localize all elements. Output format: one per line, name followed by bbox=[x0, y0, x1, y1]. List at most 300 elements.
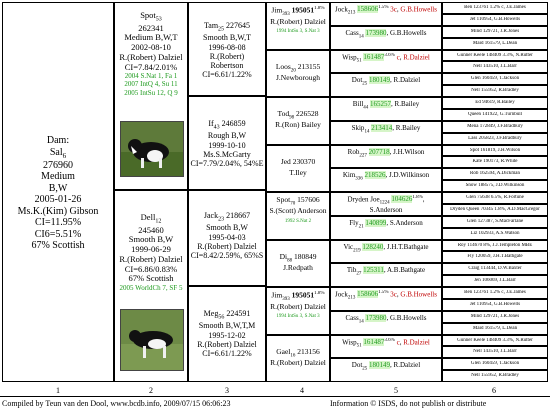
ancestor-reg: 195051 bbox=[291, 6, 315, 15]
ancestor-pct: 1.8% bbox=[314, 6, 325, 11]
text-line bbox=[189, 21, 265, 79]
ancestor-reg: 125311 bbox=[363, 266, 384, 275]
col-number-6: 6 bbox=[492, 386, 496, 395]
text-line: Cass$_{14}$ 173980, G.B.Howells bbox=[345, 28, 427, 40]
footer-compiled-by: Compiled by Teun van den Dool, www.bcdb.info, 2009/07/15 06:06:23 bbox=[2, 399, 231, 408]
dam-info bbox=[3, 135, 113, 252]
ancestor-info bbox=[443, 17, 547, 22]
ancestor-box-col4 bbox=[266, 192, 330, 240]
ancestor-tag: 3c bbox=[390, 5, 397, 14]
jack-name: Jack$_{23}$ 218667 bbox=[203, 211, 251, 223]
text-line: 227645 bbox=[226, 21, 251, 30]
ancestor-reg: 213414 bbox=[371, 123, 393, 132]
dell-box bbox=[114, 190, 188, 382]
ancestor-text: Jet 110954, G.B.Howells bbox=[469, 301, 521, 307]
dell-breeder: R.(Robert) Dalziel bbox=[119, 253, 183, 264]
dam-name: Sal$_6$ bbox=[49, 146, 67, 160]
ancestor-breeder: T.Iley bbox=[289, 167, 307, 177]
ancestor-breeder: R.Dalziel bbox=[393, 361, 421, 370]
ancestor-sub: 51 bbox=[356, 58, 362, 64]
dog-photo-dell bbox=[120, 309, 184, 371]
ancestor-award: 1994 IntSu 3, S.Nat 3 bbox=[276, 29, 320, 35]
ancestor-reg: 157606 bbox=[297, 196, 320, 204]
ancestor-text: Kate 190173, R.White bbox=[472, 159, 518, 165]
ancestor-info bbox=[331, 171, 441, 182]
ancestor-breeder: G.B.Howells bbox=[389, 28, 427, 37]
ancestor-name: Dryden Joe bbox=[347, 195, 380, 204]
ancestor-info bbox=[331, 361, 441, 372]
ancestor-pct: 1.5% bbox=[378, 5, 389, 10]
text-line: Jack bbox=[203, 211, 219, 220]
ancestor-sub: 213 bbox=[347, 10, 356, 16]
sire-award-3: 2005 IntSu 12, Q 9 bbox=[124, 88, 178, 97]
dam-ci6: CI6=5.51% bbox=[34, 228, 82, 240]
text-line bbox=[267, 74, 329, 83]
ancestor-box-col5 bbox=[330, 192, 442, 216]
ancestor-sub: 70 bbox=[290, 201, 296, 207]
ancestor-name: Tod bbox=[277, 110, 290, 118]
ancestor-info bbox=[443, 124, 547, 129]
ancestor-info bbox=[267, 6, 329, 35]
ancestor-name: Jim bbox=[271, 291, 283, 300]
ancestor-box-col4 bbox=[266, 50, 330, 98]
ancestor-info bbox=[331, 29, 441, 40]
ancestor-breeder: R.Dalziel bbox=[403, 337, 430, 346]
meg-dob: 1995-12-02 bbox=[208, 330, 246, 340]
text-line: Jock$_{213}$ $158606^{1.5\%}$ 3c, G.B.Howells bbox=[335, 290, 437, 301]
ancestor-name: Jock bbox=[335, 5, 348, 14]
ancestor-reg: 207718 bbox=[368, 147, 390, 156]
meg-coat: Smooth B,W,T,M bbox=[198, 321, 256, 331]
ancestor-box-col5 bbox=[330, 50, 442, 74]
ancestor-text: Roy 114670 8%, J.J.Templeton MBE bbox=[457, 242, 533, 248]
ancestor-breeder: R.(Robert) Dalziel bbox=[270, 16, 326, 26]
ancestor-text: Ben 123761 1.2% c, J.E.James bbox=[464, 290, 526, 295]
dell-name: Dell$_{12}$ bbox=[140, 213, 162, 225]
ancestor-info bbox=[443, 112, 547, 117]
ancestor-box-col6 bbox=[442, 73, 548, 85]
sire-breeder: R.(Robert) Dalziel bbox=[119, 51, 183, 62]
ancestor-info bbox=[267, 253, 329, 273]
ancestor-pct: 3.6% bbox=[384, 337, 395, 343]
text-line: Dryden Joe$_{1224}$ $104626^{1.8\%}$, S.Anderson bbox=[347, 195, 425, 215]
ancestor-info bbox=[443, 5, 547, 10]
text-line bbox=[267, 216, 329, 225]
ancestor-breeder: A.B.Bathgate bbox=[387, 266, 426, 275]
ancestor-text: Spot 161819, J.H.Wilson bbox=[469, 147, 521, 153]
tam-ci: CI=6.61/1.22% bbox=[202, 70, 252, 80]
ancestor-name: Cass bbox=[345, 28, 359, 37]
ancestor-info bbox=[443, 243, 547, 248]
ancestor-text: Mind 129721, J.R.Jones bbox=[470, 313, 520, 319]
ancestor-breeder: G.B.Howells bbox=[400, 5, 437, 14]
ancestor-box-col6 bbox=[442, 38, 548, 50]
ancestor-box-col6 bbox=[442, 228, 548, 240]
dam-coat: Medium bbox=[41, 171, 75, 183]
ancestor-reg: 161487 bbox=[363, 52, 385, 61]
ancestor-breeder: R.Bailey bbox=[395, 123, 421, 132]
ancestor-text: Jet 110954, G.B.Howells bbox=[469, 16, 521, 22]
dell-info bbox=[115, 213, 187, 292]
tam-box bbox=[188, 2, 266, 96]
ancestor-info bbox=[331, 243, 441, 254]
ancestor-info bbox=[443, 314, 547, 319]
ancestor-pct: 1.5% bbox=[378, 290, 389, 295]
text-line bbox=[267, 207, 329, 216]
text-line: Wisp$_{51}$ $161487^{3.6\%}$ c, R.Dalziel bbox=[342, 337, 430, 349]
sire-reg: 262341 bbox=[138, 22, 164, 33]
ancestor-text: Mena 172849, J.F.Bradbury bbox=[467, 123, 523, 129]
ancestor-text: Nell 143510, J.L.Barr bbox=[473, 349, 517, 355]
ancestor-box-col6 bbox=[442, 358, 548, 370]
ancestor-box-col6 bbox=[442, 121, 548, 133]
ancestor-name: Vic bbox=[343, 242, 354, 251]
ancestor-text: Queen 141922, G.Turnbull bbox=[468, 111, 522, 117]
text-line bbox=[267, 264, 329, 273]
ancestor-tag: c bbox=[396, 52, 400, 61]
ancestor-text: Rob 162594, A.Dickman bbox=[470, 171, 520, 177]
ancestor-box-col4 bbox=[266, 335, 330, 383]
ancestor-breeder: J.Newborough bbox=[276, 72, 320, 82]
ancestor-text: Jen 106069, J.L.Barr bbox=[474, 278, 516, 284]
ancestor-box-col5 bbox=[330, 335, 442, 359]
ancestor-info bbox=[331, 290, 441, 301]
ancestor-box-col5 bbox=[330, 240, 442, 264]
ancestor-name: Spot bbox=[276, 196, 291, 204]
ancestor-breeder: R.Bailey bbox=[394, 100, 420, 108]
ancestor-reg: 180149 bbox=[369, 76, 391, 85]
meg-breeder: R.(Robert) Dalziel bbox=[197, 339, 257, 349]
text-line: 224591 bbox=[226, 309, 251, 318]
text-line bbox=[267, 121, 329, 130]
ancestor-info bbox=[443, 231, 547, 236]
ancestor-box-col6 bbox=[442, 109, 548, 121]
sire-dob: 2002-08-10 bbox=[131, 42, 171, 53]
ancestor-reg: 128240 bbox=[362, 242, 384, 251]
tam-breeder2: Robertson bbox=[210, 61, 244, 71]
ancestor-box-col6 bbox=[442, 192, 548, 204]
text-line: 246859 bbox=[221, 119, 246, 128]
ancestor-info bbox=[443, 53, 547, 58]
text-line: Fly$_{21}$ 140899, S.Anderson bbox=[349, 218, 423, 230]
dam-box bbox=[2, 2, 114, 382]
ancestor-text: Maid 161579, L.Dean bbox=[472, 40, 518, 46]
ancestor-box-col6 bbox=[442, 26, 548, 38]
col-number-3: 3 bbox=[225, 386, 229, 395]
ancestor-box-col4 bbox=[266, 240, 330, 288]
col-number-2: 2 bbox=[149, 386, 153, 395]
ancestor-sub: 20 bbox=[290, 68, 296, 73]
ancestor-text: Liz 102933, A.S.Watson bbox=[470, 230, 520, 236]
ancestor-tag: 3c bbox=[390, 290, 397, 299]
text-line: Kim$_{336}$ 218526, J.D.Wilkinson bbox=[342, 171, 430, 182]
ancestor-name: Wisp bbox=[342, 52, 357, 61]
ancestor-box-col6 bbox=[442, 204, 548, 216]
ancestor-reg: 213156 bbox=[297, 347, 320, 356]
text-line: Dot$_{25}$ 180149, R.Dalziel bbox=[351, 361, 421, 372]
text-line: Jock$_{213}$ $158606^{1.5\%}$ 3c, G.B.Howells bbox=[335, 5, 437, 16]
text-line: Bill$_{44}$ 165257, R.Bailey bbox=[352, 100, 420, 111]
ancestor-sub: 88 bbox=[287, 258, 293, 263]
ancestor-reg: 165257 bbox=[370, 100, 392, 108]
ancestor-text: Nell 155952, R.Bradley bbox=[471, 88, 519, 94]
ancestor-breeder: R.(Robert) Dalziel bbox=[270, 301, 326, 311]
text-line bbox=[189, 211, 265, 260]
tam-dob: 1996-08-08 bbox=[208, 42, 246, 52]
ancestor-info bbox=[331, 148, 441, 159]
ancestor-box-col6 bbox=[442, 240, 548, 252]
ancestor-box-col5 bbox=[330, 121, 442, 145]
ancestor-box-col6 bbox=[442, 2, 548, 14]
ancestor-info bbox=[443, 219, 547, 224]
ancestor-box-col6 bbox=[442, 346, 548, 358]
ancestor-text: Glen 160459, T.Jackson bbox=[470, 76, 520, 82]
tam-breeder: R.(Robert) bbox=[209, 51, 245, 61]
sire-ci: CI=7.84/2.01% bbox=[124, 61, 178, 72]
ancestor-box-col6 bbox=[442, 311, 548, 323]
ancestor-reg: 161487 bbox=[363, 337, 385, 346]
dam-label: Dam: bbox=[46, 135, 70, 146]
ancestor-name: Dot bbox=[351, 361, 363, 370]
ancestor-info bbox=[331, 53, 441, 64]
ancestor-text: Snow 188575, J.D.Wilkinson bbox=[465, 183, 525, 189]
ancestor-pct: 3.6% bbox=[384, 52, 395, 58]
ancestor-box-col6 bbox=[442, 287, 548, 299]
ancestor-box-col4 bbox=[266, 145, 330, 193]
ancestor-sub: 213 bbox=[347, 295, 356, 301]
ancestor-sub: 14 bbox=[358, 34, 364, 40]
ancestor-info bbox=[267, 158, 329, 178]
ancestor-box-col6 bbox=[442, 216, 548, 228]
text-line: Meg bbox=[203, 309, 219, 318]
ancestor-name: Jed bbox=[280, 157, 291, 166]
ancestor-info bbox=[443, 159, 547, 164]
ancestor-box-col5 bbox=[330, 145, 442, 169]
ancestor-sub: 98 bbox=[289, 115, 295, 121]
ancestor-sub: 25 bbox=[362, 81, 368, 87]
meg-box bbox=[188, 286, 266, 382]
ancestor-sub: 227 bbox=[359, 152, 367, 158]
dell-scottish: 67% Scottish bbox=[128, 273, 174, 284]
ancestor-box-col6 bbox=[442, 323, 548, 335]
text-line: 218667 bbox=[226, 211, 251, 220]
ancestor-info bbox=[443, 76, 547, 81]
ancestor-text: Nell 143510, J.L.Barr bbox=[473, 64, 517, 70]
ancestor-name: Gael bbox=[276, 347, 291, 356]
ancestor-name: Skip bbox=[351, 123, 365, 132]
dog-photo-spot bbox=[120, 121, 184, 177]
dell-coat: Smooth B,W bbox=[128, 234, 174, 245]
ancestor-box-col5 bbox=[330, 216, 442, 240]
ancestor-reg: 140899 bbox=[365, 218, 387, 227]
text-line bbox=[267, 18, 329, 27]
ancestor-breeder: S.(Scott) Anderson bbox=[269, 206, 327, 216]
dam-ci: CI=11.95% bbox=[34, 217, 82, 229]
ancestor-box-col5 bbox=[330, 73, 442, 97]
text-line bbox=[267, 26, 329, 35]
ancestor-box-col6 bbox=[442, 335, 548, 347]
text-line bbox=[189, 309, 265, 358]
ancestor-box-col6 bbox=[442, 168, 548, 180]
ancestor-info bbox=[331, 76, 441, 87]
ancestor-text: Mind 129721, J.R.Jones bbox=[470, 28, 520, 34]
ancestor-info bbox=[331, 219, 441, 230]
ancestor-text: Fly 120059, J.H.T.Bathgate bbox=[467, 254, 523, 260]
if-dob: 1999-10-10 bbox=[208, 140, 246, 150]
ancestor-text: Dryden Queen 70345 1.8%, A.D.MacGregor bbox=[450, 206, 540, 212]
ancestor-reg: 230370 bbox=[292, 157, 316, 166]
ancestor-info bbox=[443, 266, 547, 271]
if-ci: CI=7.79/2.04%, 54%E bbox=[190, 159, 264, 169]
ancestor-breeder: J.Redpath bbox=[283, 262, 313, 272]
ancestor-text: Gunner Keele 148409 3.3%, N.Rutter bbox=[457, 337, 533, 343]
ancestor-reg: 173980 bbox=[365, 28, 387, 37]
ancestor-info bbox=[267, 196, 329, 225]
ancestor-info bbox=[267, 110, 329, 130]
ancestor-reg: 173980 bbox=[365, 313, 387, 322]
ancestor-sub: 14 bbox=[364, 129, 370, 135]
ancestor-breeder: G.B.Howells bbox=[400, 290, 437, 299]
ancestor-breeder: R.Dalziel bbox=[403, 52, 430, 61]
ancestor-info bbox=[443, 278, 547, 283]
dam-scottish: 67% Scottish bbox=[31, 240, 85, 252]
ancestor-box-col4 bbox=[266, 287, 330, 335]
ancestor-name: Bill bbox=[352, 100, 364, 108]
jack-dob: 1995-04-03 bbox=[208, 232, 246, 242]
ancestor-breeder: R.(Ron) Bailey bbox=[275, 120, 321, 130]
sire-info bbox=[115, 11, 187, 97]
dell-reg: 245460 bbox=[138, 224, 164, 235]
ancestor-info bbox=[331, 314, 441, 325]
ancestor-sub: 393 bbox=[282, 12, 290, 17]
ancestor-info bbox=[443, 361, 547, 366]
ancestor-breeder: S.Anderson bbox=[389, 218, 423, 227]
ancestor-box-col5 bbox=[330, 168, 442, 192]
ancestor-info bbox=[331, 195, 441, 215]
sire-name: Spot$_{53}$ bbox=[140, 11, 162, 23]
ancestor-box-col6 bbox=[442, 156, 548, 168]
ancestor-box-col6 bbox=[442, 370, 548, 382]
col-number-1: 1 bbox=[56, 386, 60, 395]
ancestor-award: 1992 S.Nat 2 bbox=[284, 218, 312, 224]
ancestor-box-col5 bbox=[330, 26, 442, 50]
text-line: Dell bbox=[140, 213, 156, 222]
ancestor-info bbox=[331, 5, 441, 16]
ancestor-box-col5 bbox=[330, 2, 442, 26]
ancestor-sub: 44 bbox=[363, 105, 369, 111]
jack-box bbox=[188, 190, 266, 286]
ancestor-box-col5 bbox=[330, 263, 442, 287]
ancestor-text: Ed 94619, R.Bailey bbox=[475, 100, 515, 105]
ancestor-info bbox=[443, 338, 547, 343]
if-breeder: Ms.S.McGarty bbox=[203, 149, 251, 159]
footer-copyright: Information © ISDS, do not publish or distribute bbox=[330, 399, 487, 408]
ancestor-info bbox=[443, 148, 547, 153]
ancestor-info bbox=[443, 88, 547, 93]
meg-name: Meg$_{56}$ 224591 bbox=[203, 309, 251, 321]
footer-rule bbox=[0, 396, 550, 397]
ancestor-reg: 158606 bbox=[357, 5, 379, 14]
meg-ci: CI=6.61/1.22% bbox=[202, 349, 252, 359]
ancestor-box-col6 bbox=[442, 14, 548, 26]
text-line: Skip$_{14}$ 213414, R.Bailey bbox=[351, 123, 421, 135]
ancestor-breeder: J.D.Wilkinson bbox=[389, 171, 430, 180]
ancestor-name: Fly bbox=[349, 218, 359, 227]
ancestor-info bbox=[267, 348, 329, 368]
ancestor-box-col6 bbox=[442, 180, 548, 192]
ancestor-box-col6 bbox=[442, 133, 548, 145]
ancestor-name: Tib bbox=[346, 266, 357, 275]
ancestor-info bbox=[443, 349, 547, 354]
text-line bbox=[189, 119, 265, 168]
ancestor-reg: 104626 bbox=[391, 195, 413, 204]
text-line: Sal bbox=[49, 146, 63, 158]
dam-reg: 276960 bbox=[43, 159, 73, 171]
sire-award-2: 2007 IntQ 4, Su 11 bbox=[124, 80, 178, 89]
ancestor-info bbox=[331, 338, 441, 349]
ancestor-box-col6 bbox=[442, 299, 548, 311]
ancestor-box-col6 bbox=[442, 61, 548, 73]
text-line bbox=[267, 303, 329, 312]
jack-breeder: R.(Robert) Dalziel bbox=[197, 241, 257, 251]
ancestor-info bbox=[443, 302, 547, 307]
ancestor-breeder: R.(Robert) Dalziel bbox=[270, 357, 326, 367]
ancestor-info bbox=[331, 100, 441, 111]
ancestor-text: Gunner Keele 148409 3.3%, N.Rutter bbox=[457, 52, 533, 58]
tam-coat: Smooth B,W,T bbox=[203, 33, 251, 43]
ancestor-breeder: R.Dalziel bbox=[393, 76, 421, 85]
ancestor-tag: c bbox=[396, 337, 400, 346]
if-name: $If_{43}$ 246859 bbox=[208, 119, 246, 131]
ancestor-text: Craig 113444, D.W.Baxter bbox=[468, 266, 522, 272]
ancestor-name: Rob bbox=[347, 147, 360, 156]
ancestor-sub: 1224 bbox=[379, 200, 390, 206]
ancestor-text: Maid 161579, L.Dean bbox=[472, 325, 518, 331]
ancestor-name: Loos bbox=[275, 62, 291, 71]
dam-dob: 2005-01-26 bbox=[34, 194, 82, 206]
ancestor-info bbox=[443, 373, 547, 378]
ancestor-sub: 51 bbox=[356, 343, 362, 349]
jack-ci: CI=8.42/2.59%, 65%S bbox=[190, 251, 264, 261]
text-line: Tam bbox=[203, 21, 219, 30]
if-coat: Rough B,W bbox=[207, 131, 247, 141]
ancestor-info bbox=[443, 290, 547, 295]
dam-breeder: Ms.K.(Kim) Gibson bbox=[17, 205, 99, 217]
ancestor-reg: 180149 bbox=[369, 361, 391, 370]
col-number-4: 4 bbox=[300, 386, 304, 395]
sire-coat: Medium B,W,T bbox=[124, 32, 178, 43]
ancestor-reg: 213155 bbox=[297, 62, 321, 71]
ancestor-pct: 1.8% bbox=[314, 291, 325, 296]
text-line: If bbox=[208, 119, 214, 128]
ancestor-sub: 25 bbox=[362, 366, 368, 372]
ancestor-info bbox=[443, 254, 547, 259]
ancestor-name: Kim bbox=[342, 171, 356, 180]
text-line: Dot$_{25}$ 180149, R.Dalziel bbox=[351, 76, 421, 87]
ancestor-box-col6 bbox=[442, 275, 548, 287]
ancestor-text: Nell 155952, R.Bradley bbox=[471, 373, 519, 379]
ancestor-info bbox=[443, 100, 547, 105]
text-line bbox=[267, 311, 329, 320]
ancestor-text: Lass 205823, J.F.Bradbury bbox=[468, 135, 522, 141]
text-line: Wisp$_{51}$ $161487^{3.6\%}$ c, R.Dalziel bbox=[342, 52, 430, 64]
ancestor-info bbox=[443, 64, 547, 69]
ancestor-box-col6 bbox=[442, 50, 548, 62]
ancestor-info bbox=[443, 171, 547, 176]
sire-box bbox=[114, 2, 188, 190]
text-line: Vic$_{219}$ 128240, J.H.T.Bathgate bbox=[343, 242, 429, 253]
text-line bbox=[267, 169, 329, 178]
